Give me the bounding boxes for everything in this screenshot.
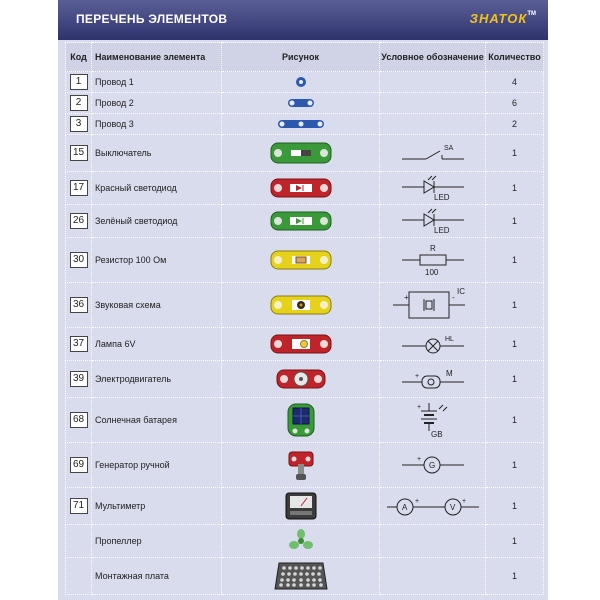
ic-symbol-label: IC [456,287,465,296]
name-cell: Провод 1 [92,72,222,93]
symbol-cell [380,488,486,525]
elements-table [65,42,544,595]
symbol-cell [380,114,486,135]
name-cell: Монтажная плата [92,558,222,595]
symbol-cell [380,72,486,93]
motor-symbol-label: M [445,369,453,378]
generator-plus-label: + [416,456,421,463]
table-row [66,135,544,172]
picture-cell [222,283,380,328]
motor-symbol-icon [398,366,468,392]
quantity-cell: 1 [486,328,544,361]
lamp-symbol-icon [398,332,468,356]
quantity-cell: 1 [486,205,544,238]
table-row [66,558,544,595]
picture-cell [222,398,380,443]
ammeter-plus-label: + [414,498,419,505]
code-box: 15 [70,145,88,161]
col-symbol-header: Условное обозначение [380,43,486,72]
code-cell [66,283,92,328]
symbol-cell [380,238,486,283]
name-cell: Выключатель [92,135,222,172]
quantity-cell: 1 [486,172,544,205]
symbol-cell [380,205,486,238]
quantity-cell: 1 [486,135,544,172]
code-box: 17 [70,180,88,196]
name-cell: Резистор 100 Ом [92,238,222,283]
brand-tm: TM [527,11,536,17]
quantity-cell: 1 [486,238,544,283]
name-cell: Лампа 6V [92,328,222,361]
quantity-cell: 1 [486,361,544,398]
code-box: 1 [70,74,88,90]
code-cell [66,488,92,525]
code-box: 37 [70,336,88,352]
name-cell: Провод 2 [92,93,222,114]
picture-cell [222,238,380,283]
resistor-symbol-icon [398,242,468,278]
green-led-board-icon [270,211,332,231]
code-box: 26 [70,213,88,229]
code-cell [66,443,92,488]
code-cell [66,361,92,398]
wire-2-icon [286,97,316,109]
table-row [66,488,544,525]
resistor-board-icon [270,250,332,270]
motor-plus-label: + [414,373,419,380]
voltmeter-symbol-label: V [449,503,455,512]
table-row [66,205,544,238]
lamp-board-icon [270,334,332,354]
code-cell [66,558,92,595]
symbol-cell [380,558,486,595]
code-box: 39 [70,371,88,387]
brand-name: ЗНАТОК [469,11,528,26]
symbol-cell [380,443,486,488]
symbol-cell [380,135,486,172]
header-bar [58,0,548,40]
ammeter-voltmeter-symbol-icon [385,493,481,519]
quantity-cell: 1 [486,398,544,443]
picture-cell [222,443,380,488]
name-cell: Зелёный светодиод [92,205,222,238]
picture-cell [222,525,380,558]
code-box: 3 [70,116,88,132]
quantity-cell: 1 [486,488,544,525]
symbol-cell [380,525,486,558]
code-cell [66,93,92,114]
sound-circuit-board-icon [270,295,332,315]
picture-cell [222,114,380,135]
hand-generator-icon [286,448,316,482]
code-cell [66,238,92,283]
table-row [66,172,544,205]
table-row [66,114,544,135]
code-cell [66,398,92,443]
led-symbol-icon [398,208,468,234]
picture-cell [222,361,380,398]
picture-cell [222,488,380,525]
generator-symbol-label: G [428,461,435,470]
code-cell [66,172,92,205]
voltmeter-plus-label: + [461,498,466,505]
table-row [66,525,544,558]
ic-symbol-icon [391,286,475,324]
code-cell [66,525,92,558]
table-row [66,283,544,328]
code-box: 69 [70,457,88,473]
switch-symbol-label: SA [443,145,453,152]
code-cell [66,135,92,172]
name-cell: Красный светодиод [92,172,222,205]
wire-1-icon [295,76,307,88]
led-symbol-icon [398,175,468,201]
picture-cell [222,93,380,114]
resistor-value-label: 100 [424,268,438,277]
picture-cell [222,558,380,595]
name-cell: Мультиметр [92,488,222,525]
switch-board-icon [270,142,332,164]
solar-battery-board-icon [286,402,316,438]
name-cell: Провод 3 [92,114,222,135]
resistor-symbol-label: R [429,244,436,253]
table-row [66,398,544,443]
code-box: 68 [70,412,88,428]
symbol-cell [380,93,486,114]
quantity-cell: 1 [486,283,544,328]
quantity-cell: 2 [486,114,544,135]
multimeter-icon [284,491,318,521]
code-cell [66,72,92,93]
quantity-cell: 1 [486,525,544,558]
ammeter-symbol-label: A [401,503,407,512]
code-box: 2 [70,95,88,111]
table-row [66,328,544,361]
quantity-cell: 6 [486,93,544,114]
page-title: ПЕРЕЧЕНЬ ЭЛЕМЕНТОВ [76,12,228,26]
name-cell: Пропеллер [92,525,222,558]
lamp-symbol-label: HL [444,336,454,343]
code-box: 36 [70,297,88,313]
quantity-cell: 4 [486,72,544,93]
col-code-header: Код [66,43,92,72]
name-cell: Звуковая схема [92,283,222,328]
battery-plus-label: + [416,404,421,411]
wire-3-icon [276,118,326,130]
table-row [66,361,544,398]
code-box: 30 [70,252,88,268]
table-header-row [66,43,544,72]
table-row [66,93,544,114]
table-row [66,72,544,93]
picture-cell [222,205,380,238]
name-cell: Солнечная батарея [92,398,222,443]
red-led-board-icon [270,178,332,198]
led-symbol-label: LED [433,193,450,201]
code-cell [66,114,92,135]
col-picture-header: Рисунок [222,43,380,72]
switch-symbol-icon [398,141,468,165]
led-symbol-label: LED [433,226,450,234]
picture-cell [222,135,380,172]
name-cell: Электродвигатель [92,361,222,398]
ic-minus-label: - [451,293,455,302]
code-box: 71 [70,498,88,514]
quantity-cell: 1 [486,443,544,488]
motor-board-icon [276,367,326,391]
table-row [66,443,544,488]
picture-cell [222,72,380,93]
symbol-cell [380,283,486,328]
propeller-icon [288,528,314,554]
name-cell: Генератор ручной [92,443,222,488]
picture-cell [222,328,380,361]
symbol-cell [380,398,486,443]
generator-symbol-icon [398,453,468,477]
picture-cell [222,172,380,205]
col-quantity-header: Количество [486,43,544,72]
table-row [66,238,544,283]
battery-symbol-label: GB [430,430,443,439]
quantity-cell: 1 [486,558,544,595]
symbol-cell [380,328,486,361]
code-cell [66,205,92,238]
code-cell [66,328,92,361]
brand-logo [470,11,536,26]
symbol-cell [380,361,486,398]
symbol-cell [380,172,486,205]
battery-symbol-icon [403,401,463,439]
mounting-board-icon [273,561,329,591]
col-name-header: Наименование элемента [92,43,222,72]
ic-plus-label: + [403,293,409,302]
